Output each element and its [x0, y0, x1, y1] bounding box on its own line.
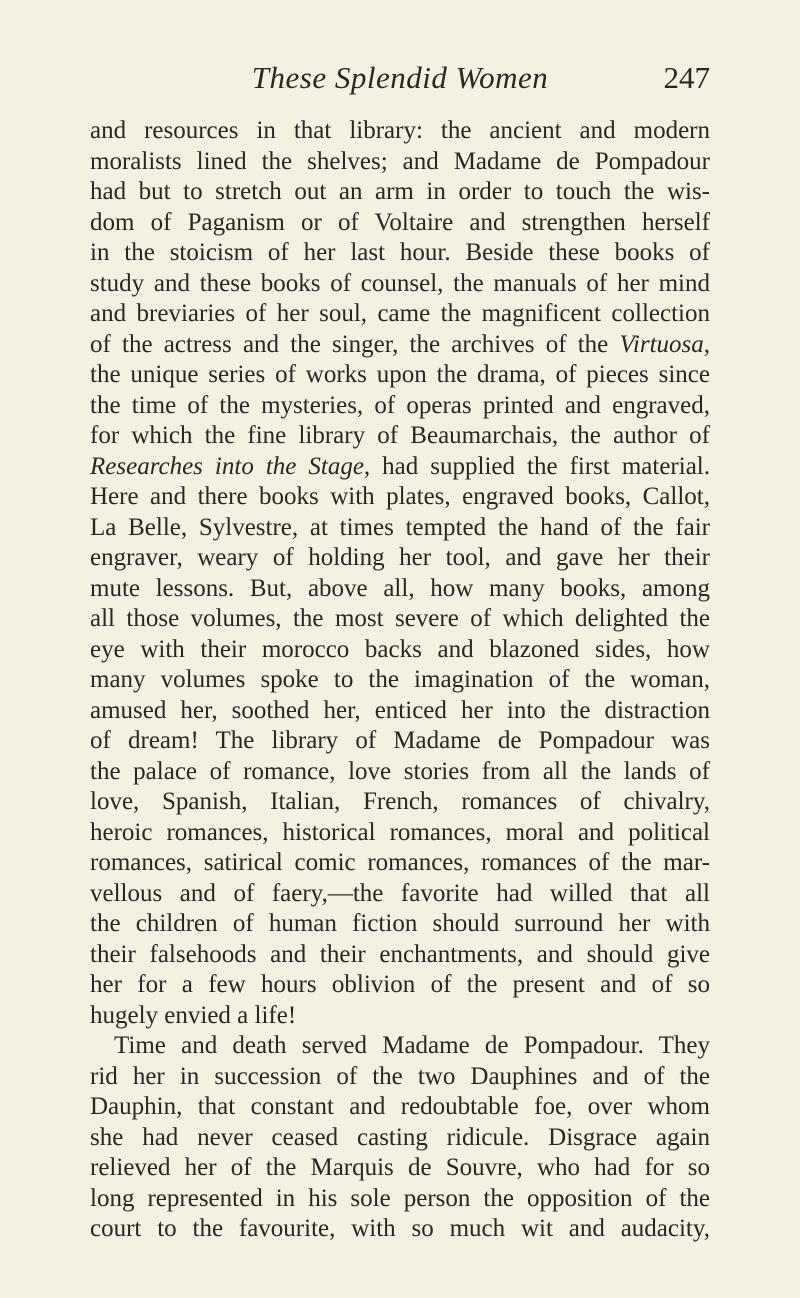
page-number: 247	[663, 60, 710, 95]
text-line	[90, 238, 710, 269]
line-text: the time of the mysteries, of operas printed and engraved,	[90, 391, 710, 419]
text-line	[90, 1092, 710, 1123]
line-text: of dream! The library of Madame de Pompadour was	[90, 727, 710, 754]
text-line	[90, 604, 710, 635]
line-text: had but to stretch out an arm in order to touch the wis-	[90, 178, 710, 205]
line-text: mute lessons. But, above all, how many books, among	[90, 574, 710, 602]
text-line	[90, 177, 710, 208]
line-text: engraver, weary of holding her tool, and gave her their	[90, 544, 710, 571]
line-text: love, Spanish, Italian, French, romances of chivalry,	[90, 788, 710, 815]
text-line	[90, 970, 710, 1001]
line-text: all those volumes, the most severe of which delighted the	[90, 605, 710, 632]
text-line	[90, 1184, 710, 1215]
text-line	[90, 787, 710, 818]
line-text: hugely envied a life!	[90, 1001, 297, 1029]
text-line	[90, 818, 710, 849]
text-line	[90, 147, 710, 178]
italic-title-text: Virtuosa,	[619, 330, 710, 358]
text-line	[90, 482, 710, 513]
line-text: of the actress and the singer, the archives of the	[90, 330, 620, 358]
text-line	[90, 757, 710, 788]
line-text: vellous and of faery,—the favorite had willed that all	[90, 879, 710, 907]
text-line	[90, 909, 710, 940]
text-line	[90, 360, 710, 391]
text-line	[90, 421, 710, 452]
text-line	[90, 848, 710, 879]
text-line	[90, 635, 710, 666]
line-text: had supplied the first material.	[370, 452, 710, 480]
line-text: Dauphin, that constant and redoubtable foe, over whom	[90, 1093, 710, 1120]
line-text: Here and there books with plates, engraved books, Callot,	[90, 483, 710, 510]
line-text: dom of Paganism or of Voltaire and strengthen herself	[90, 208, 710, 236]
text-line	[90, 543, 710, 574]
text-line	[90, 208, 710, 239]
text-line	[90, 574, 710, 605]
line-text: romances, satirical comic romances, romances of the mar-	[90, 849, 710, 876]
line-text: amused her, soothed her, enticed her into the distraction	[90, 696, 710, 724]
text-line	[90, 299, 710, 330]
running-title: These Splendid Women	[251, 60, 549, 95]
line-text: she had never ceased casting ridicule. Disgrace again	[90, 1123, 710, 1151]
body-text	[90, 116, 710, 1245]
line-text: the unique series of works upon the drama, of pieces since	[90, 361, 710, 388]
line-text: eye with their morocco backs and blazoned sides, how	[90, 635, 710, 663]
text-line	[90, 940, 710, 971]
text-line	[90, 452, 710, 483]
line-text: and breviaries of her soul, came the magnificent collection	[90, 300, 710, 327]
text-line	[90, 1153, 710, 1184]
line-text: the children of human fiction should surround her with	[90, 910, 710, 937]
text-line	[90, 513, 710, 544]
text-line	[90, 116, 710, 147]
text-line	[90, 1123, 710, 1154]
line-text: many volumes spoke to the imagination of the woman,	[90, 666, 710, 693]
line-text: her for a few hours oblivion of the present and of so	[90, 971, 710, 998]
line-text: relieved her of the Marquis de Souvre, who had for so	[90, 1154, 710, 1181]
line-text: La Belle, Sylvestre, at times tempted the hand of the fair	[90, 513, 710, 541]
text-line	[90, 726, 710, 757]
text-line	[90, 1001, 710, 1032]
text-line	[90, 1031, 710, 1062]
text-line	[90, 391, 710, 422]
text-line	[90, 1214, 710, 1245]
line-text: Time and death served Madame de Pompadour. They	[114, 1032, 710, 1059]
text-line	[90, 330, 710, 361]
line-text: court to the favourite, with so much wit and audacity,	[90, 1215, 710, 1242]
text-line	[90, 665, 710, 696]
text-line	[90, 1062, 710, 1093]
text-line	[90, 879, 710, 910]
line-text: long represented in his sole person the opposition of the	[90, 1184, 710, 1212]
text-line	[90, 269, 710, 300]
line-text: rid her in succession of the two Dauphines and of the	[90, 1062, 710, 1090]
running-head	[90, 58, 710, 98]
line-text: and resources in that library: the ancient and modern	[90, 117, 710, 144]
line-text: moralists lined the shelves; and Madame de Pompadour	[90, 147, 710, 175]
italic-title-text: Researches into the Stage,	[90, 452, 371, 480]
line-text: in the stoicism of her last hour. Beside these books of	[90, 239, 710, 266]
line-text: for which the fine library of Beaumarchais, the author of	[90, 422, 710, 449]
text-line	[90, 696, 710, 727]
line-text: heroic romances, historical romances, moral and political	[90, 818, 710, 846]
line-text: the palace of romance, love stories from all the lands of	[90, 757, 710, 785]
line-text: their falsehoods and their enchantments, and should give	[90, 940, 710, 968]
line-text: study and these books of counsel, the manuals of her mind	[90, 269, 710, 297]
